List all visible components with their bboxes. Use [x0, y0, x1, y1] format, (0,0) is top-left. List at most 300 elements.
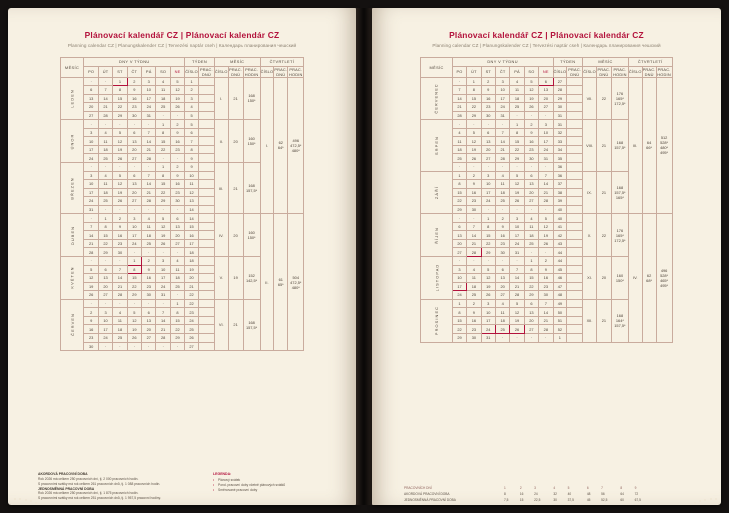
week-number: 21 — [185, 282, 199, 291]
week-number: 26 — [185, 333, 199, 342]
header-day-so: SO — [156, 66, 170, 77]
header-month-workdays: PRAC. DNÙ — [229, 66, 243, 77]
day-cell: 14 — [142, 180, 156, 189]
day-cell: 7 — [452, 86, 466, 95]
day-cell: 10 — [539, 128, 553, 137]
day-cell: 15 — [170, 316, 184, 325]
day-cell: 23 — [170, 188, 184, 197]
day-cell: 12 — [84, 274, 98, 283]
month-label: ČERVENEC — [421, 77, 452, 120]
month-workhours: 168 157,5* 165* — [611, 171, 628, 214]
day-cell: 8 — [113, 86, 127, 95]
day-cell: 22 — [156, 188, 170, 197]
quarter-number: I. — [260, 77, 274, 214]
day-cell: 15 — [156, 180, 170, 189]
month-workdays: 20 — [596, 257, 611, 300]
day-cell: 11 — [495, 180, 509, 189]
day-cell: · — [127, 120, 141, 129]
day-cell: 6 — [524, 171, 538, 180]
week-workdays — [567, 86, 583, 95]
stats-cell: 8 — [620, 486, 623, 490]
day-cell: 26 — [127, 333, 141, 342]
day-cell: 7 — [467, 222, 481, 231]
header-week-group: TÝDEN — [553, 58, 583, 67]
month-label: ÚNOR — [60, 120, 84, 163]
day-cell: · — [452, 77, 466, 86]
week-workdays — [567, 248, 583, 257]
day-cell: 12 — [524, 86, 538, 95]
day-cell: 25 — [170, 282, 184, 291]
day-cell: 19 — [156, 231, 170, 240]
day-cell: 3 — [142, 77, 156, 86]
day-cell: 4 — [113, 308, 127, 317]
day-cell: 4 — [98, 128, 112, 137]
day-cell: 21 — [142, 188, 156, 197]
day-cell: 20 — [127, 145, 141, 154]
header-month-group: MĚSÍC — [583, 58, 629, 67]
stats-cell: 22,5 — [534, 498, 541, 502]
day-cell: 8 — [467, 86, 481, 95]
week-number: 40 — [553, 214, 567, 223]
day-cell: 4 — [98, 171, 112, 180]
week-number: 28 — [553, 86, 567, 95]
week-workdays — [198, 299, 214, 308]
day-cell: 23 — [467, 325, 481, 334]
day-cell: 24 — [495, 103, 509, 112]
day-cell: 15 — [510, 137, 524, 146]
day-cell: 28 — [467, 248, 481, 257]
day-cell: 18 — [156, 94, 170, 103]
day-cell: 14 — [452, 94, 466, 103]
week-number: 23 — [185, 308, 199, 317]
day-cell: 20 — [524, 316, 538, 325]
day-cell: 28 — [142, 197, 156, 206]
quarter-number: II. — [260, 214, 274, 351]
day-cell: 20 — [452, 239, 466, 248]
week-number: 42 — [553, 231, 567, 240]
day-cell: 7 — [84, 222, 98, 231]
day-cell: 27 — [539, 103, 553, 112]
day-cell: 2 — [481, 77, 495, 86]
day-cell: 30 — [467, 205, 481, 214]
day-cell: · — [127, 342, 141, 351]
quarter-workhours: 504 472,5* 480* — [288, 214, 304, 351]
day-cell: · — [156, 205, 170, 214]
day-cell: 6 — [170, 214, 184, 223]
month-workdays: 19 — [228, 257, 243, 300]
header-month-num: ČÍSLO — [214, 66, 228, 77]
week-workdays — [198, 111, 214, 120]
day-cell: 15 — [113, 94, 127, 103]
day-cell: · — [142, 248, 156, 257]
day-cell: 30 — [481, 111, 495, 120]
day-cell: · — [156, 111, 170, 120]
day-cell: 24 — [539, 145, 553, 154]
day-cell: 5 — [113, 171, 127, 180]
day-cell: 23 — [113, 239, 127, 248]
page-subtitle-right: Planning calendar CZ | Planungskalender CZ | Tervezési naptár cseh | Календарь планирования чешский — [432, 43, 661, 48]
month-roman: II. — [214, 120, 228, 163]
day-cell: 4 — [495, 299, 509, 308]
week-workdays — [198, 197, 214, 206]
week-workdays — [198, 325, 214, 334]
week-number: 24 — [185, 316, 199, 325]
week-workdays — [567, 145, 583, 154]
day-cell: 20 — [481, 145, 495, 154]
day-cell: 12 — [510, 180, 524, 189]
day-cell: 18 — [113, 325, 127, 334]
stats-cell: 4 — [553, 486, 556, 490]
week-number: 13 — [185, 197, 199, 206]
day-cell: 16 — [142, 274, 156, 283]
day-cell: 27 — [524, 325, 538, 334]
day-cell: · — [467, 257, 481, 266]
header-day-ne: NE — [539, 66, 553, 77]
day-cell: 13 — [127, 180, 141, 189]
day-cell: 15 — [481, 231, 495, 240]
day-cell: 5 — [539, 214, 553, 223]
week-workdays — [567, 299, 583, 308]
header-day-ne: NE — [170, 66, 184, 77]
stats-cell: 1 — [504, 486, 506, 490]
month-roman: XII. — [583, 299, 597, 342]
day-cell: 16 — [170, 137, 184, 146]
day-cell: 5 — [467, 128, 481, 137]
day-cell: 29 — [113, 111, 127, 120]
day-cell: 14 — [84, 231, 98, 240]
week-number: 50 — [553, 308, 567, 317]
stats-cell: 60 — [620, 498, 624, 502]
header-month-num: ČÍSLO — [583, 66, 597, 77]
day-cell: 1 — [452, 299, 466, 308]
stats-cell: 5 — [567, 486, 570, 490]
day-cell: 3 — [84, 128, 98, 137]
day-cell: 11 — [98, 137, 112, 146]
day-cell: · — [156, 248, 170, 257]
page-title-right: Plánovací kalendář CZ | Plánovací kalendár CZ — [449, 30, 644, 40]
day-cell: 2 — [539, 257, 553, 266]
stats-row-label: JEDNOSMĚNNÁ PRACOVNÍ DOBA — [404, 498, 456, 502]
stats-cell: 2 — [519, 486, 522, 490]
header-quarter-num: ČÍSLO — [260, 66, 274, 77]
day-cell: 4 — [510, 77, 524, 86]
month-roman: XI. — [583, 257, 597, 300]
header-day-čt: ČT — [495, 66, 509, 77]
header-day-pá: PÁ — [142, 66, 156, 77]
day-cell: 13 — [539, 86, 553, 95]
month-roman: VII. — [583, 77, 597, 120]
day-cell: 12 — [481, 274, 495, 283]
day-cell: 6 — [142, 308, 156, 317]
week-workdays — [567, 239, 583, 248]
day-cell: 17 — [481, 316, 495, 325]
week-number: 7 — [185, 137, 199, 146]
day-cell: · — [142, 163, 156, 172]
week-number: 33 — [553, 137, 567, 146]
day-cell: 22 — [481, 239, 495, 248]
day-cell: 31 — [481, 333, 495, 342]
day-cell: 30 — [170, 197, 184, 206]
day-cell: 20 — [98, 282, 112, 291]
day-cell: 20 — [84, 103, 98, 112]
stats-cell: 52,5 — [601, 498, 608, 502]
day-cell: 29 — [467, 111, 481, 120]
day-cell: 31 — [156, 291, 170, 300]
week-number: 14 — [185, 214, 199, 223]
stats-cell: 67,5 — [634, 498, 641, 502]
day-cell: 27 — [142, 333, 156, 342]
week-number: 16 — [185, 231, 199, 240]
day-cell: 21 — [113, 282, 127, 291]
month-workdays: 21 — [228, 299, 243, 350]
day-cell: 2 — [170, 163, 184, 172]
day-cell: 3 — [127, 214, 141, 223]
day-cell: 8 — [452, 308, 466, 317]
day-cell: 3 — [452, 265, 466, 274]
day-cell: 16 — [170, 180, 184, 189]
legend-block — [213, 472, 323, 492]
day-cell: 18 — [170, 274, 184, 283]
day-cell: 7 — [98, 86, 112, 95]
day-cell: 21 — [539, 316, 553, 325]
day-cell: 21 — [142, 145, 156, 154]
day-cell: 8 — [481, 222, 495, 231]
header-day-po: PO — [452, 66, 466, 77]
week-number: 9 — [185, 163, 199, 172]
week-workdays — [198, 257, 214, 266]
day-cell: 2 — [467, 171, 481, 180]
month-workdays: 21 — [596, 120, 611, 171]
day-cell: 5 — [524, 77, 538, 86]
stats-cell: 64 — [620, 492, 624, 496]
day-cell: 18 — [98, 188, 112, 197]
week-number: 22 — [185, 291, 199, 300]
stats-block — [402, 485, 702, 503]
day-cell: 4 — [156, 77, 170, 86]
month-label: LEDEN — [60, 77, 84, 120]
day-cell: 10 — [481, 180, 495, 189]
month-roman: V. — [214, 257, 228, 300]
day-cell: 26 — [467, 154, 481, 163]
week-number: 25 — [185, 325, 199, 334]
month-label: KVĚTEN — [60, 257, 84, 300]
day-cell: 17 — [98, 325, 112, 334]
day-cell: 28 — [539, 325, 553, 334]
week-workdays — [198, 171, 214, 180]
day-cell: 30 — [84, 342, 98, 351]
day-cell: 28 — [495, 154, 509, 163]
day-cell: 1 — [156, 163, 170, 172]
month-label: ČERVEN — [60, 299, 84, 350]
day-cell: 30 — [495, 248, 509, 257]
week-number: 12 — [185, 188, 199, 197]
day-cell: 10 — [156, 265, 170, 274]
week-workdays — [198, 77, 214, 86]
week-workdays — [567, 163, 583, 172]
month-workhours: 160 150* — [611, 257, 628, 300]
day-cell: · — [481, 163, 495, 172]
day-cell: 2 — [170, 120, 184, 129]
stats-cell: 37,5 — [567, 498, 574, 502]
week-number: 5 — [185, 120, 199, 129]
header-day-so: SO — [524, 66, 538, 77]
week-number: 43 — [553, 239, 567, 248]
day-cell: · — [156, 299, 170, 308]
day-cell: 27 — [127, 154, 141, 163]
day-cell: 26 — [170, 103, 184, 112]
day-cell: 8 — [127, 265, 141, 274]
header-day-po: PO — [84, 66, 98, 77]
week-number: 51 — [553, 316, 567, 325]
day-cell: 16 — [495, 231, 509, 240]
stats-cell: 45 — [586, 498, 591, 502]
day-cell: 13 — [98, 274, 112, 283]
day-cell: 7 — [142, 171, 156, 180]
stats-cell: 72 — [634, 492, 639, 496]
day-cell: 20 — [539, 94, 553, 103]
week-workdays — [198, 128, 214, 137]
day-cell: 16 — [524, 137, 538, 146]
day-cell: · — [510, 333, 524, 342]
week-number: 48 — [553, 291, 567, 300]
day-cell: 25 — [142, 239, 156, 248]
day-cell: 8 — [452, 180, 466, 189]
day-cell: · — [113, 205, 127, 214]
day-cell: 19 — [524, 94, 538, 103]
day-cell: 17 — [539, 137, 553, 146]
day-cell: 22 — [452, 197, 466, 206]
header-month: MĚSÍC — [60, 58, 84, 78]
day-cell: 14 — [510, 274, 524, 283]
day-cell: 9 — [170, 128, 184, 137]
day-cell: 14 — [539, 180, 553, 189]
day-cell: 30 — [467, 333, 481, 342]
week-workdays — [567, 325, 583, 334]
day-cell: 24 — [481, 197, 495, 206]
day-cell: 19 — [481, 282, 495, 291]
week-number: 4 — [185, 103, 199, 112]
day-cell: 19 — [127, 325, 141, 334]
day-cell: 14 — [113, 274, 127, 283]
week-number: 31 — [553, 111, 567, 120]
week-workdays — [567, 222, 583, 231]
day-cell: 1 — [98, 214, 112, 223]
stats-cell: 3 — [534, 486, 536, 490]
day-cell: · — [84, 163, 98, 172]
day-cell: 9 — [495, 222, 509, 231]
day-cell: 26 — [510, 325, 524, 334]
day-cell: · — [98, 120, 112, 129]
day-cell: · — [142, 342, 156, 351]
week-workdays — [198, 282, 214, 291]
quarter-workhours: 512 528* 480* 495* — [656, 77, 672, 214]
week-number: 40 — [553, 205, 567, 214]
week-workdays — [198, 308, 214, 317]
header-week-group: TÝDEN — [185, 58, 215, 67]
day-cell: · — [495, 205, 509, 214]
day-cell: 26 — [481, 291, 495, 300]
month-workdays: 20 — [228, 214, 243, 257]
day-cell: 18 — [98, 145, 112, 154]
day-cell: 28 — [84, 248, 98, 257]
day-cell: 10 — [84, 137, 98, 146]
day-cell: 24 — [452, 291, 466, 300]
week-workdays — [567, 154, 583, 163]
day-cell: · — [113, 342, 127, 351]
day-cell: 13 — [142, 316, 156, 325]
day-cell: · — [495, 120, 509, 129]
day-cell: 26 — [113, 197, 127, 206]
day-cell: 16 — [127, 94, 141, 103]
day-cell: 26 — [524, 103, 538, 112]
day-cell: 12 — [156, 222, 170, 231]
header-week-workdays: PRAC. DNÙ — [568, 66, 582, 77]
header-quarter-workdays: PRAC. DNÙ — [274, 66, 288, 77]
day-cell: 28 — [156, 333, 170, 342]
day-cell: · — [98, 163, 112, 172]
day-cell: 12 — [539, 222, 553, 231]
month-roman: VIII. — [583, 120, 597, 171]
day-cell: 14 — [156, 316, 170, 325]
week-workdays — [198, 154, 214, 163]
week-number: 18 — [185, 248, 199, 257]
week-workdays — [198, 188, 214, 197]
week-workdays — [567, 137, 583, 146]
day-cell: 7 — [142, 128, 156, 137]
day-cell: 1 — [170, 299, 184, 308]
day-cell: 13 — [170, 222, 184, 231]
day-cell: 15 — [524, 274, 538, 283]
stats-cell: 32 — [553, 492, 557, 496]
day-cell: · — [84, 120, 98, 129]
stats-cell: 30 — [553, 498, 557, 502]
week-workdays — [198, 274, 214, 283]
day-cell: 12 — [467, 137, 481, 146]
day-cell: 14 — [539, 308, 553, 317]
week-workdays — [198, 316, 214, 325]
day-cell: 31 — [84, 205, 98, 214]
week-workdays — [198, 86, 214, 95]
day-cell: 26 — [84, 291, 98, 300]
day-cell: 1 — [113, 77, 127, 86]
week-number: 39 — [553, 197, 567, 206]
month-workdays: 21 — [228, 77, 243, 120]
day-cell: 28 — [539, 197, 553, 206]
week-workdays — [567, 316, 583, 325]
day-cell: 23 — [127, 103, 141, 112]
day-cell: 30 — [539, 291, 553, 300]
day-cell: 23 — [524, 145, 538, 154]
day-cell: 3 — [156, 257, 170, 266]
day-cell: 28 — [98, 111, 112, 120]
stats-cell: 24 — [534, 492, 538, 496]
week-number: 30 — [553, 103, 567, 112]
day-cell: 4 — [452, 128, 466, 137]
week-workdays — [567, 231, 583, 240]
day-cell: 1 — [452, 171, 466, 180]
day-cell: 5 — [127, 308, 141, 317]
week-number: 46 — [553, 274, 567, 283]
week-workdays — [567, 103, 583, 112]
day-cell: 18 — [142, 231, 156, 240]
day-cell: 29 — [524, 291, 538, 300]
day-cell: 5 — [481, 265, 495, 274]
day-cell: 6 — [127, 128, 141, 137]
day-cell: 11 — [495, 308, 509, 317]
day-cell: 8 — [156, 171, 170, 180]
week-number: 32 — [553, 128, 567, 137]
day-cell: · — [84, 77, 98, 86]
